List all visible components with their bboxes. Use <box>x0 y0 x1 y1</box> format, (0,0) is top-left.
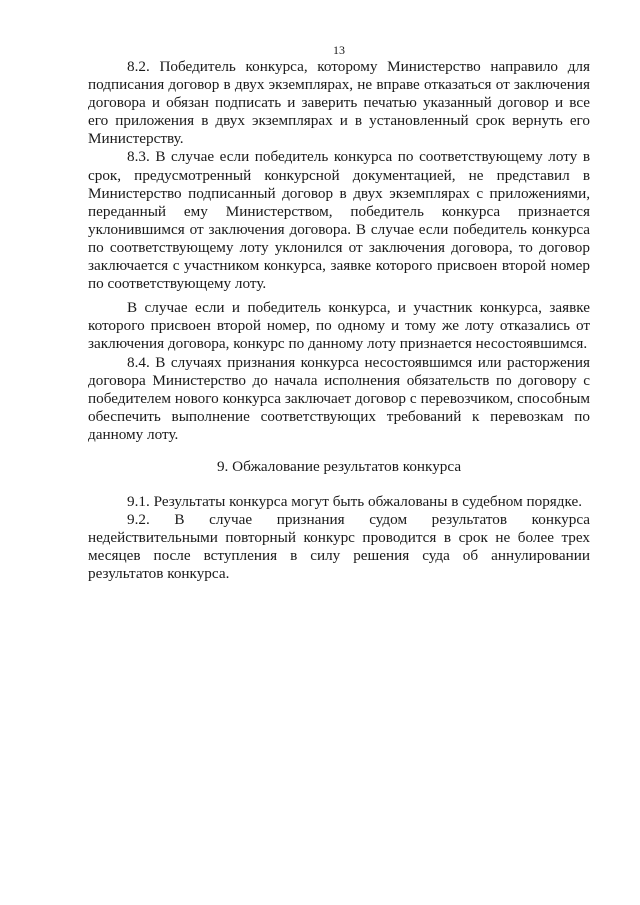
page-number: 13 <box>333 43 345 57</box>
paragraph-8-3-continued: В случае если и победитель конкурса, и участник конкурса, заявке которого присвоен второй номер, по одному и тому же лоту отказались от заключения договора, конкурс по данному лоту признается несостоявшимся. <box>88 299 590 353</box>
paragraph-9-1: 9.1. Результаты конкурса могут быть обжалованы в судебном порядке. <box>127 493 583 511</box>
document-body <box>88 58 590 584</box>
paragraph-9-2: 9.2. В случае признания судом результатов конкурса недействительными повторный конкурс проводится в срок не более трех месяцев после вступления в силу решения суда об аннулировании результатов конкурса. <box>88 511 590 583</box>
paragraph-8-4: 8.4. В случаях признания конкурса несостоявшимся или расторжения договора Министерство до начала исполнения обязательств по договору с победителем нового конкурса заключает договор с перевозчиком, способным обеспечить выполнение соответствующих требований к перевозкам по данному лоту. <box>88 353 590 443</box>
section-heading: 9. Обжалование результатов конкурса <box>216 457 462 475</box>
paragraph-8-2: 8.2. Победитель конкурса, которому Министерство направило для подписания договор в двух экземплярах, не вправе отказаться от заключения договора и обязан подписать и заверить печатью указанный договор и все его приложения в двух экземплярах и в установленный срок вернуть его Министерству. <box>88 58 590 148</box>
paragraph-8-3: 8.3. В случае если победитель конкурса по соответствующему лоту в срок, предусмотренный конкурсной документацией, не представил в Министерство подписанный договор в двух экземплярах с приложениями, переданный ему Министерством, победитель конкурса признается уклонившимся от заключения договора. В случае если победитель конкурса по соответствующему лоту уклонился от заключения договора, то договор заключается с участником конкурса, заявке которого присвоен второй номер по соответствующему лоту. <box>88 148 590 293</box>
